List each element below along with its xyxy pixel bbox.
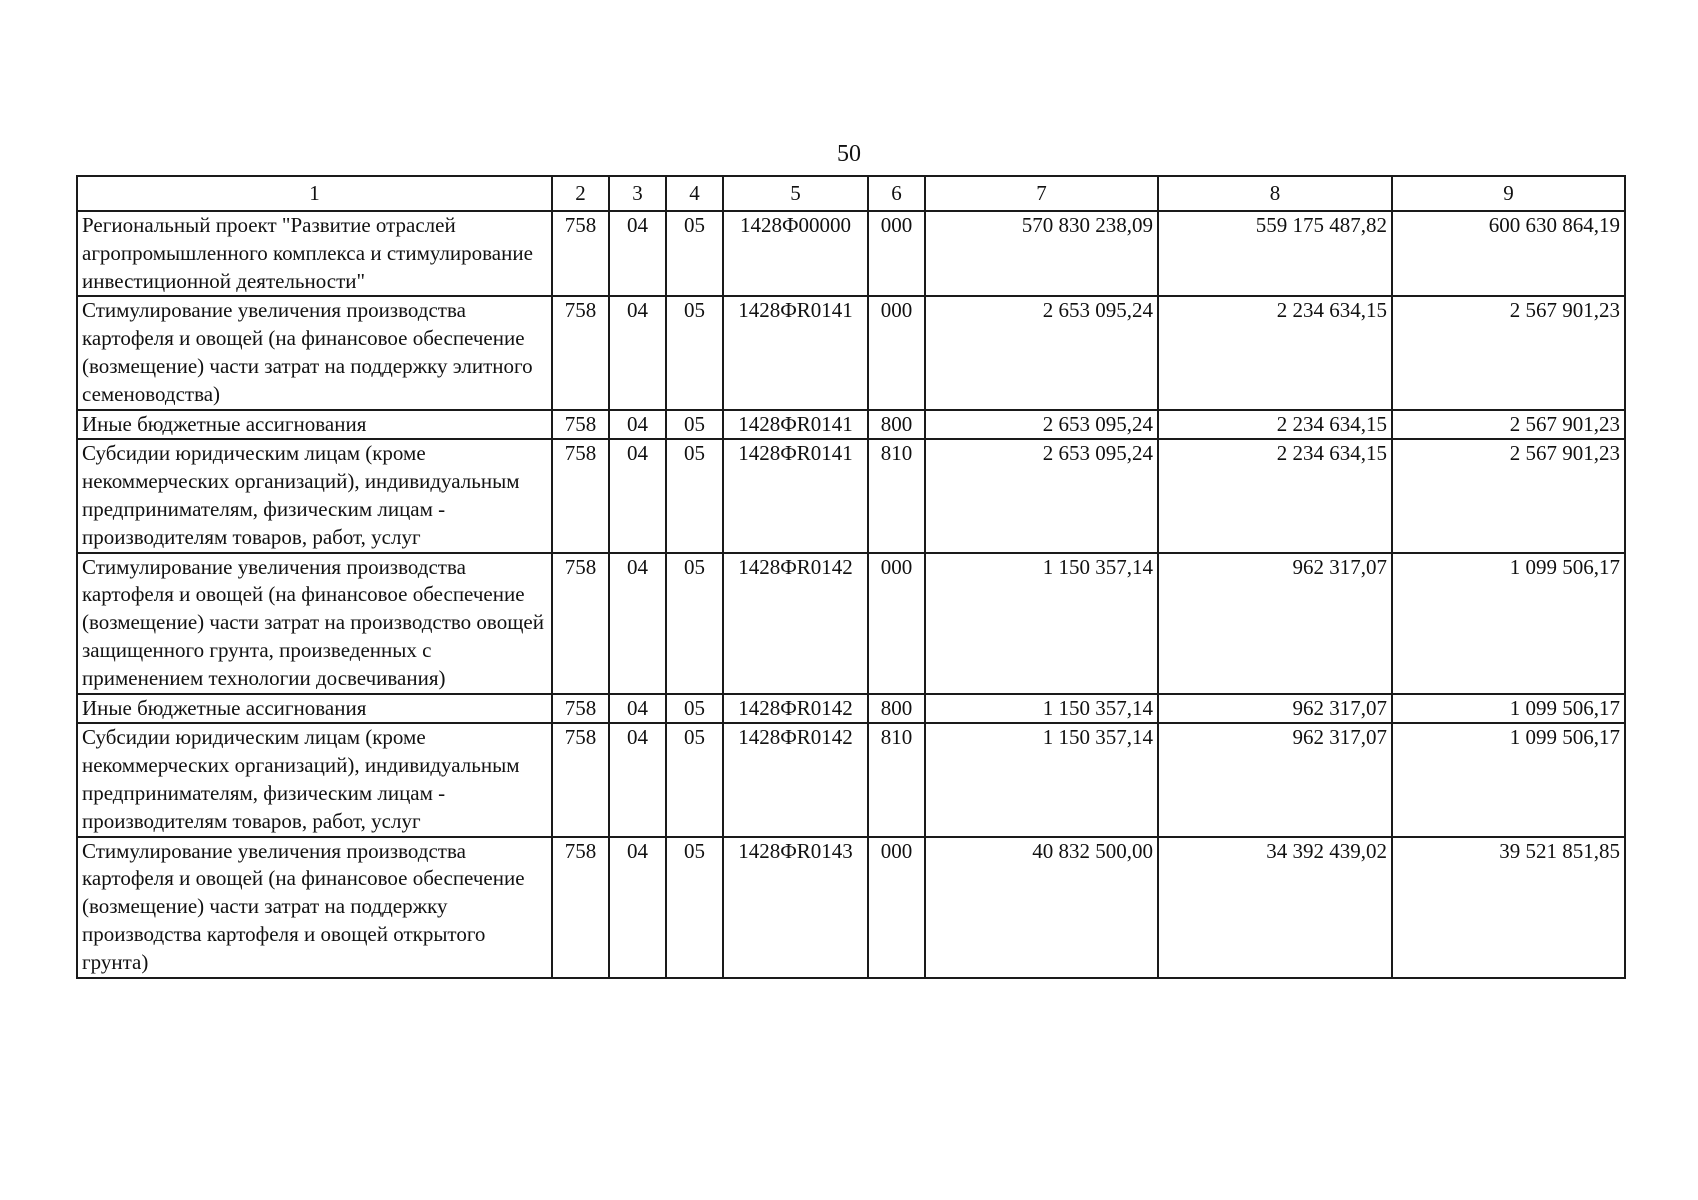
row-amount-col8: 962 317,07: [1158, 694, 1392, 724]
row-subsection-code: 05: [666, 211, 723, 296]
row-section-code: 04: [609, 723, 666, 836]
row-amount-col8: 2 234 634,15: [1158, 296, 1392, 409]
table-row: [77, 694, 1625, 724]
table-row: [77, 410, 1625, 440]
header-row: [77, 176, 1625, 211]
row-amount-col7: 2 653 095,24: [925, 410, 1158, 440]
row-section-code: 04: [609, 296, 666, 409]
row-expense-type: 000: [868, 837, 925, 978]
row-amount-col7: 1 150 357,14: [925, 694, 1158, 724]
row-subsection-code: 05: [666, 723, 723, 836]
row-ministry-code: 758: [552, 694, 609, 724]
column-header: 2: [552, 176, 609, 211]
column-header: 4: [666, 176, 723, 211]
row-amount-col9: 1 099 506,17: [1392, 553, 1625, 694]
row-subsection-code: 05: [666, 410, 723, 440]
row-amount-col9: 600 630 864,19: [1392, 211, 1625, 296]
column-header: 6: [868, 176, 925, 211]
row-amount-col8: 2 234 634,15: [1158, 410, 1392, 440]
table-row: [77, 439, 1625, 552]
row-ministry-code: 758: [552, 553, 609, 694]
row-subsection-code: 05: [666, 694, 723, 724]
row-subsection-code: 05: [666, 296, 723, 409]
row-ministry-code: 758: [552, 296, 609, 409]
row-name: Стимулирование увеличения производства картофеля и овощей (на финансовое обеспечение (возмещение) части затрат на поддержку элитного семеноводства): [77, 296, 552, 409]
row-amount-col8: 559 175 487,82: [1158, 211, 1392, 296]
row-amount-col9: 2 567 901,23: [1392, 410, 1625, 440]
table-row: [77, 723, 1625, 836]
row-section-code: 04: [609, 211, 666, 296]
row-amount-col7: 2 653 095,24: [925, 296, 1158, 409]
row-expense-type: 800: [868, 694, 925, 724]
row-name: Иные бюджетные ассигнования: [77, 694, 552, 724]
row-amount-col7: 1 150 357,14: [925, 723, 1158, 836]
column-header: 1: [77, 176, 552, 211]
row-target-article: 1428ФR0141: [723, 439, 868, 552]
row-amount-col7: 40 832 500,00: [925, 837, 1158, 978]
row-amount-col9: 2 567 901,23: [1392, 296, 1625, 409]
page-number: 50: [837, 141, 861, 167]
column-header: 8: [1158, 176, 1392, 211]
row-expense-type: 800: [868, 410, 925, 440]
row-ministry-code: 758: [552, 837, 609, 978]
row-name: Субсидии юридическим лицам (кроме некоммерческих организаций), индивидуальным предпринимателям, физическим лицам - производителям товаров, работ, услуг: [77, 723, 552, 836]
row-expense-type: 810: [868, 723, 925, 836]
row-amount-col8: 962 317,07: [1158, 553, 1392, 694]
row-ministry-code: 758: [552, 211, 609, 296]
row-target-article: 1428ФR0143: [723, 837, 868, 978]
row-expense-type: 000: [868, 211, 925, 296]
row-target-article: 1428ФR0141: [723, 410, 868, 440]
table-row: [77, 296, 1625, 409]
row-name: Стимулирование увеличения производства картофеля и овощей (на финансовое обеспечение (возмещение) части затрат на поддержку производства картофеля и овощей открытого грунта): [77, 837, 552, 978]
table-body: [77, 176, 1625, 978]
row-ministry-code: 758: [552, 439, 609, 552]
row-subsection-code: 05: [666, 553, 723, 694]
row-amount-col8: 962 317,07: [1158, 723, 1392, 836]
row-target-article: 1428Ф00000: [723, 211, 868, 296]
row-amount-col9: 1 099 506,17: [1392, 723, 1625, 836]
row-subsection-code: 05: [666, 439, 723, 552]
column-header: 7: [925, 176, 1158, 211]
row-section-code: 04: [609, 694, 666, 724]
row-subsection-code: 05: [666, 837, 723, 978]
row-section-code: 04: [609, 410, 666, 440]
row-section-code: 04: [609, 553, 666, 694]
row-section-code: 04: [609, 439, 666, 552]
row-expense-type: 000: [868, 296, 925, 409]
row-target-article: 1428ФR0142: [723, 694, 868, 724]
row-ministry-code: 758: [552, 723, 609, 836]
table-row: [77, 837, 1625, 978]
row-section-code: 04: [609, 837, 666, 978]
row-name: Иные бюджетные ассигнования: [77, 410, 552, 440]
row-target-article: 1428ФR0142: [723, 723, 868, 836]
row-amount-col7: 1 150 357,14: [925, 553, 1158, 694]
row-amount-col8: 34 392 439,02: [1158, 837, 1392, 978]
table-row: [77, 211, 1625, 296]
row-amount-col7: 570 830 238,09: [925, 211, 1158, 296]
row-amount-col9: 1 099 506,17: [1392, 694, 1625, 724]
row-target-article: 1428ФR0142: [723, 553, 868, 694]
row-amount-col9: 2 567 901,23: [1392, 439, 1625, 552]
row-ministry-code: 758: [552, 410, 609, 440]
column-header: 5: [723, 176, 868, 211]
row-name: Стимулирование увеличения производства картофеля и овощей (на финансовое обеспечение (возмещение) части затрат на производство овощей защищенного грунта, произведенных с применением технологии досвечивания): [77, 553, 552, 694]
column-header: 9: [1392, 176, 1625, 211]
row-amount-col9: 39 521 851,85: [1392, 837, 1625, 978]
column-header: 3: [609, 176, 666, 211]
table-row: [77, 553, 1625, 694]
row-name: Субсидии юридическим лицам (кроме некоммерческих организаций), индивидуальным предпринимателям, физическим лицам - производителям товаров, работ, услуг: [77, 439, 552, 552]
row-name: Региональный проект "Развитие отраслей агропромышленного комплекса и стимулирование инвестиционной деятельности": [77, 211, 552, 296]
budget-table: [76, 175, 1626, 979]
row-expense-type: 810: [868, 439, 925, 552]
row-amount-col7: 2 653 095,24: [925, 439, 1158, 552]
row-expense-type: 000: [868, 553, 925, 694]
row-target-article: 1428ФR0141: [723, 296, 868, 409]
row-amount-col8: 2 234 634,15: [1158, 439, 1392, 552]
